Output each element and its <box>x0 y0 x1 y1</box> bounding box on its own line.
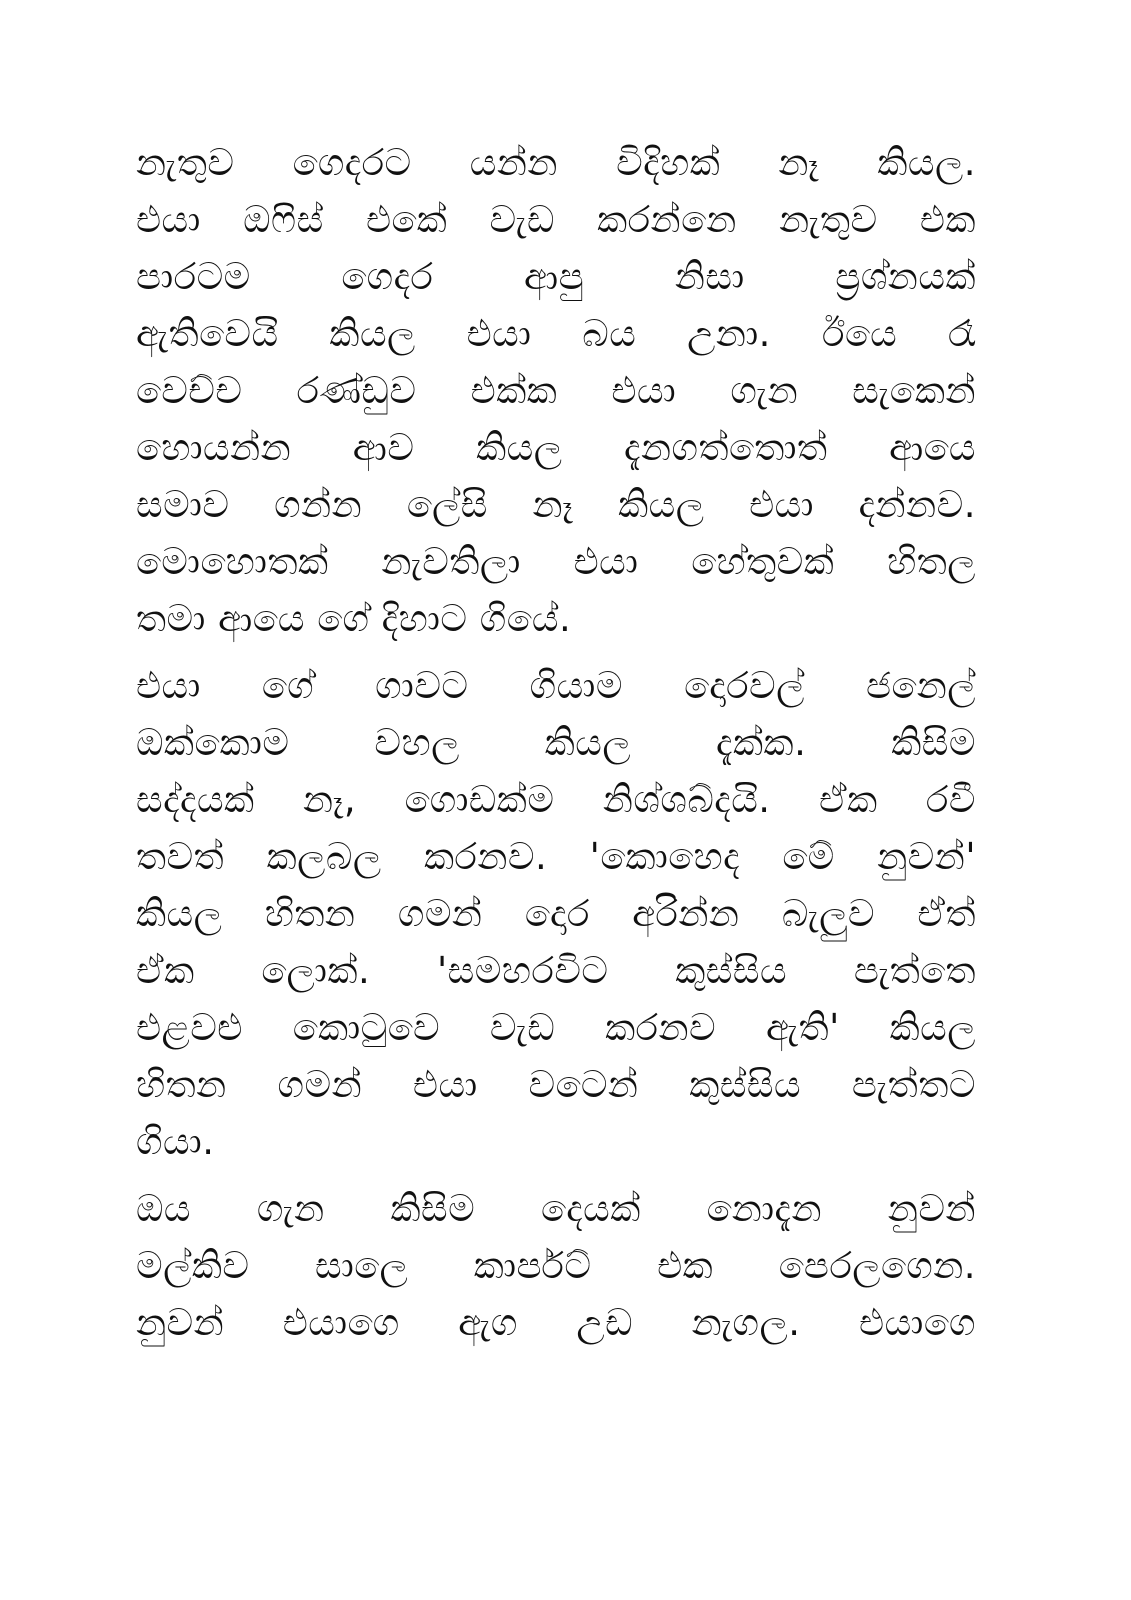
text-line: මල්කිව සාලෙ කාර්පට් එක පෙරලගෙන. <box>136 1244 976 1287</box>
text-line: එළවළු කොටුවෙ වැඩ කරනව ඇති' කියල <box>136 1006 976 1049</box>
text-line: පාරටම ගෙදර ආපු නිසා ප්‍රශ්නයක් <box>136 255 976 298</box>
text-line: කියල හිතන ගමන් දොර අරින්න බැලුව ඒත් <box>136 892 976 935</box>
text-line: ඔක්කොම වහල කියල දැක්ක. කිසිම <box>136 721 976 764</box>
paragraph-3 <box>136 1180 976 1351</box>
text-line: තවත් කලබල කරනව. 'කොහෙද මේ නුවන්' <box>136 835 976 878</box>
text-line: සමාව ගන්න ලේසි නෑ කියල එයා දන්නව. <box>136 483 976 526</box>
text-line: ඒක ලොක්. 'සමහරවිට කුස්සිය පැත්තෙ <box>136 949 976 992</box>
text-line: හිතන ගමන් එයා වටෙන් කුස්සිය පැත්තට <box>136 1063 976 1106</box>
text-line: නැතුව ගෙදරට යන්න විදිහක් නෑ කියල. <box>136 141 976 184</box>
text-line: ඇතිවෙයි කියල එයා බය උනා. ඊයෙ රෑ <box>136 312 976 355</box>
text-line: මොහොතක් නැවතිලා එයා හේතුවක් හිතල <box>136 540 976 583</box>
body-text <box>136 134 976 1361</box>
text-line: සද්දයක් නෑ, ගොඩක්ම නිශ්ශබ්දයි. ඒක රවී <box>136 778 976 821</box>
text-line: එයා ගේ ගාවට ගියාම දොරවල් ජනෙල් <box>136 664 976 707</box>
text-line: ඔය ගැන කිසිම දෙයක් නොදැන නුවන් <box>136 1187 976 1230</box>
text-line: තමා ආයෙ ගේ දිහාට ගියේ. <box>136 597 572 640</box>
text-line: හොයන්න ආව කියල දැනගත්තොත් ආයෙ <box>136 426 976 469</box>
paragraph-2 <box>136 657 976 1170</box>
paragraph-1 <box>136 134 976 647</box>
text-line: එයා ඔෆිස් එකේ වැඩ කරන්නෙ නැතුව එක <box>136 198 976 241</box>
text-line: නුවන් එයාගෙ ඇග උඩ නැගල. එයාගෙ <box>136 1301 976 1344</box>
text-line: වෙච්ච රණ්ඩුව එක්ක එයා ගැන සැකෙන් <box>136 369 976 412</box>
text-line: ගියා. <box>136 1120 215 1163</box>
